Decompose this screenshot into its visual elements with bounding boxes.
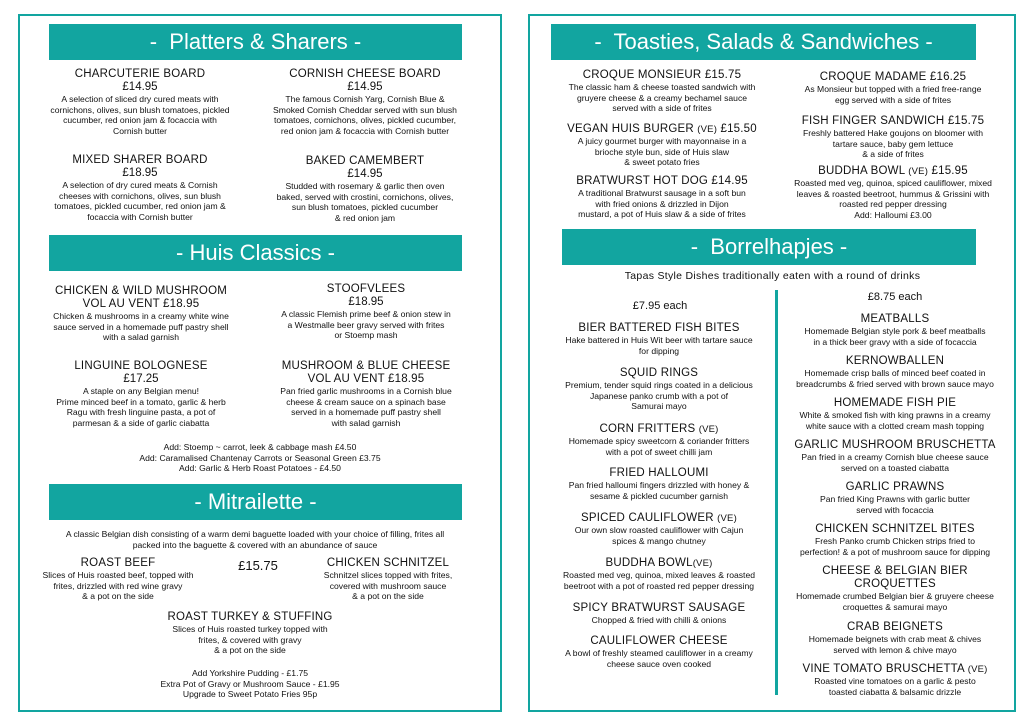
item-desc-line: Homemade Belgian style pork & beef meatballs bbox=[804, 326, 986, 336]
tapas-item-garlic-prawns bbox=[779, 481, 1011, 515]
item-desc-line: & a side of frites bbox=[862, 149, 924, 160]
item-name-line2: CROQUETTES bbox=[854, 578, 936, 590]
mitrailette-price: £15.75 bbox=[238, 558, 278, 573]
item-desc-line: toasted ciabatta & balsamic drizzle bbox=[828, 686, 962, 697]
item-desc-line: Pan fried in a creamy Cornish blue cheese sauce bbox=[801, 452, 989, 462]
item-price: £14.95 bbox=[347, 81, 383, 93]
item-name bbox=[545, 557, 773, 570]
item-name: CAULIFLOWER CHEESE bbox=[590, 635, 728, 647]
item-desc-line: focaccia with Cornish butter bbox=[87, 211, 193, 222]
item-desc-line: cheese & cream sauce on a spinach base bbox=[286, 396, 446, 407]
item-desc-line: Homemade spicy sweetcorn & coriander fritters bbox=[568, 436, 750, 446]
tapas-item-meatballs bbox=[779, 313, 1011, 347]
tapas-item-buddha-bowl bbox=[545, 557, 773, 591]
item-price: £17.25 bbox=[123, 373, 159, 385]
item-desc-line: A bowl of freshly steamed cauliflower in a creamy bbox=[565, 648, 753, 658]
add-on-line: Add: Caramalised Chantenay Carrots or Seasonal Green £3.75 bbox=[139, 452, 381, 463]
tapas-item-crab-beignets bbox=[779, 621, 1011, 655]
item-name: HOMEMADE FISH PIE bbox=[833, 397, 957, 409]
vegan-badge: (VE) bbox=[717, 513, 737, 524]
item-desc-line: Roasted med veg, quinoa, mixed leaves & roasted bbox=[562, 570, 756, 580]
item-desc-line: Cornish butter bbox=[113, 125, 167, 136]
add-on-line: Add Yorkshire Pudding - £1.75 bbox=[191, 668, 309, 678]
item-desc-line: & red onion jam bbox=[334, 212, 396, 223]
item-desc-line: & a pot on the side bbox=[82, 591, 154, 602]
item-price: £14.95 bbox=[122, 81, 158, 93]
item-desc-line: Slices of Huis roasted beef, topped with bbox=[42, 570, 194, 580]
item-desc-line: Samurai mayo bbox=[631, 401, 687, 412]
item-desc-line: Ragu with fresh linguine pasta, a pot of bbox=[66, 407, 216, 418]
item-desc-line: sesame & pickled cucumber garnish bbox=[589, 490, 729, 501]
item-desc-line: perfection! & a pot of mushroom sauce for dipping bbox=[799, 546, 991, 557]
vegan-badge: (VE) bbox=[967, 664, 988, 675]
menu-item-baked-camembert bbox=[255, 155, 475, 223]
vegan-badge: (VE) bbox=[908, 166, 929, 177]
tapas-item-vine-tomato-bruschetta bbox=[779, 663, 1011, 697]
tapas-item-bratwurst-sausage bbox=[545, 602, 773, 626]
item-desc-line: tomatoes, cornichons, olives, pickled cucumber, bbox=[274, 115, 456, 126]
item-desc-line: Chopped & fried with chilli & onions bbox=[591, 615, 727, 625]
item-desc-line: & sweet potato fries bbox=[624, 157, 700, 168]
item-desc-line: sauce served in a homemade puff pastry shell bbox=[53, 321, 229, 332]
item-desc-line: Chicken & mushrooms in a creamy white wine bbox=[53, 311, 229, 321]
item-name: LINGUINE BOLOGNESE bbox=[74, 360, 208, 372]
item-name: CROQUE MONSIEUR £15.75 bbox=[582, 69, 742, 81]
menu-item-vegan-huis-burger bbox=[548, 123, 776, 168]
tapas-item-fish-pie bbox=[779, 397, 1011, 431]
item-desc-line: Fresh Panko crumb Chicken strips fried to bbox=[815, 536, 975, 546]
item-name: GARLIC MUSHROOM BRUSCHETTA bbox=[794, 439, 996, 451]
menu-item-chicken-schnitzel bbox=[302, 557, 474, 602]
item-desc-line: cheese sauce oven cooked bbox=[606, 658, 712, 669]
mitrailette-intro bbox=[30, 529, 480, 550]
tapas-item-fried-halloumi bbox=[545, 467, 773, 501]
add-on-line: Extra Pot of Gravy or Mushroom Sauce - £1.95 bbox=[160, 678, 340, 689]
item-desc-line: Premium, tender squid rings coated in a delicious bbox=[565, 380, 753, 390]
item-desc-line: parmesan & a side of garlic ciabatta bbox=[72, 417, 210, 428]
item-desc-line: & a pot on the side bbox=[214, 645, 286, 656]
item-desc-line: with a salad garnish bbox=[103, 332, 179, 343]
item-desc-line: A juicy gourmet burger with mayonnaise in a bbox=[577, 136, 747, 146]
tapas-item-cheese-croquettes bbox=[779, 565, 1011, 612]
item-name-text: BUDDHA BOWL bbox=[605, 557, 693, 569]
item-desc-line: baked, served with crostini, cornichons, olives, bbox=[276, 191, 454, 202]
item-desc-line: Homemade beignets with crab meat & chives bbox=[808, 634, 982, 644]
item-name-text: BUDDHA BOWL bbox=[818, 165, 905, 177]
item-desc-line: A selection of sliced dry cured meats with bbox=[61, 94, 219, 104]
item-name: CHICKEN SCHNITZEL bbox=[326, 557, 450, 569]
item-price: £18.95 bbox=[348, 296, 384, 308]
item-desc-line: frites, & covered with gravy bbox=[198, 634, 302, 645]
borrelhapjes-banner: - Borrelhapjes - bbox=[562, 229, 976, 265]
menu-item-buddha-bowl-main bbox=[776, 165, 1010, 220]
item-desc-line: with a pot of sweet chilli jam bbox=[605, 446, 713, 457]
item-desc-line: Hake battered in Huis Wit beer with tartare sauce bbox=[565, 335, 753, 345]
tapas-item-kernowballen bbox=[779, 355, 1011, 389]
classics-add-ons bbox=[100, 442, 420, 474]
item-desc-line: served with a side of frites bbox=[612, 103, 712, 114]
menu-item-linguine-bolognese bbox=[30, 360, 252, 428]
item-desc-line: A classic Flemish prime beef & onion stew in bbox=[281, 309, 451, 319]
item-name bbox=[779, 663, 1011, 676]
item-desc-line: frites, drizzled with red wine gravy bbox=[53, 580, 183, 591]
item-name bbox=[545, 423, 773, 436]
item-name: FISH FINGER SANDWICH £15.75 bbox=[801, 115, 985, 127]
item-name bbox=[776, 165, 1010, 178]
menu-item-mixed-sharer-board bbox=[30, 154, 250, 222]
item-desc-line: beetroot with a pot of roasted red pepper dressing bbox=[563, 580, 755, 591]
item-desc-line: Our own slow roasted cauliflower with Cajun bbox=[574, 525, 744, 535]
platters-banner: - Platters & Sharers - bbox=[49, 24, 462, 60]
menu-item-croque-madame bbox=[776, 71, 1010, 105]
item-name bbox=[548, 123, 776, 136]
item-name: CROQUE MADAME £16.25 bbox=[819, 71, 967, 83]
item-name: CHICKEN SCHNITZEL BITES bbox=[815, 523, 975, 535]
toasties-banner: - Toasties, Salads & Sandwiches - bbox=[551, 24, 976, 60]
intro-line: A classic Belgian dish consisting of a warm demi baguette loaded with your choice of filling, frites all bbox=[65, 529, 445, 539]
item-desc-line: Pan fried King Prawns with garlic butter bbox=[820, 494, 970, 504]
item-desc-line: & a pot on the side bbox=[352, 591, 424, 602]
item-name: SPICY BRATWURST SAUSAGE bbox=[572, 602, 746, 614]
item-desc-line: in a thick beer gravy with a side of focaccia bbox=[813, 336, 977, 347]
tapas-item-corn-fritters bbox=[545, 423, 773, 457]
menu-item-croque-monsieur bbox=[548, 69, 776, 114]
item-name: FRIED HALLOUMI bbox=[609, 467, 709, 479]
tapas-item-squid-rings bbox=[545, 367, 773, 412]
item-name-text: CORN FRITTERS bbox=[599, 423, 696, 435]
item-desc-line: served on a toasted ciabatta bbox=[841, 462, 949, 473]
item-desc-line: covered with mushroom sauce bbox=[329, 580, 447, 591]
item-desc-line: Freshly battered Hake goujons on bloomer with bbox=[802, 128, 984, 138]
column1-price: £7.95 each bbox=[632, 300, 688, 312]
borrelhapjes-subtitle: Tapas Style Dishes traditionally eaten with a round of drinks bbox=[624, 270, 921, 282]
item-name-line2: VOL AU VENT £18.95 bbox=[307, 373, 425, 385]
item-price: £14.95 bbox=[347, 168, 383, 180]
item-price: £15.95 bbox=[931, 165, 968, 177]
item-desc-line: croquettes & samurai mayo bbox=[842, 601, 948, 612]
item-name: MIXED SHARER BOARD bbox=[72, 154, 208, 166]
add-on-line: Add: Garlic & Herb Roast Potatoes - £4.50 bbox=[179, 463, 341, 474]
item-desc-line: The famous Cornish Yarg, Cornish Blue & bbox=[285, 94, 445, 104]
tapas-item-garlic-mushroom-bruschetta bbox=[779, 439, 1011, 473]
item-name: CHICKEN & WILD MUSHROOM bbox=[55, 285, 227, 297]
item-desc-line: with fried onions & drizzled in Dijon bbox=[595, 198, 729, 209]
item-desc-line: Homemade crisp balls of minced beef coated in bbox=[804, 368, 986, 378]
menu-item-charcuterie-board bbox=[30, 68, 250, 136]
tapas-item-cauliflower-cheese bbox=[545, 635, 773, 669]
item-name: GARLIC PRAWNS bbox=[845, 481, 945, 493]
item-name: STOOFVLEES bbox=[326, 283, 406, 295]
item-desc-line: Roasted med veg, quinoa, spiced cauliflower, mixed bbox=[794, 178, 992, 188]
tapas-item-fish-bites bbox=[545, 322, 773, 356]
item-desc-line: Homemade crumbed Belgian bier & gruyere cheese bbox=[796, 591, 994, 601]
item-desc-line: Studded with rosemary & garlic then oven bbox=[285, 181, 445, 191]
mitrailette-banner: - Mitrailette - bbox=[49, 484, 462, 520]
item-desc-line: A selection of dry cured meats & Cornish bbox=[62, 180, 218, 190]
item-name-line2: VOL AU VENT £18.95 bbox=[82, 298, 200, 310]
tapas-item-chicken-schnitzel-bites bbox=[779, 523, 1011, 557]
item-name bbox=[545, 512, 773, 525]
item-desc-line: Pan fried halloumi fingers drizzled with honey & bbox=[568, 480, 750, 490]
menu-item-roast-beef bbox=[28, 557, 208, 602]
item-desc-line: egg served with a side of frites bbox=[834, 94, 952, 105]
intro-line: packed into the baguette & covered with an abundance of sauce bbox=[132, 539, 378, 550]
item-desc-line: white sauce with a clotted cream mash topping bbox=[805, 420, 985, 431]
menu-item-stoofvlees bbox=[255, 283, 477, 341]
item-desc-line: tartare sauce, baby gem lettuce bbox=[832, 138, 954, 149]
item-desc-line: cornichons, olives, sun blush tomatoes, pickled bbox=[50, 104, 230, 115]
item-desc-line: tomatoes, pickled cucumber, red onion jam & bbox=[54, 201, 226, 212]
menu-item-cornish-cheese-board bbox=[255, 68, 475, 136]
item-desc-line: Add: Halloumi £3.00 bbox=[854, 209, 932, 220]
item-name: CHARCUTERIE BOARD bbox=[74, 68, 206, 80]
item-name: MUSHROOM & BLUE CHEESE bbox=[281, 360, 451, 372]
column-divider bbox=[775, 290, 778, 695]
column2-price: £8.75 each bbox=[867, 291, 923, 303]
item-desc-line: Japanese panko crumb with a pot of bbox=[589, 390, 729, 401]
item-desc-line: Smoked Cornish Cheddar served with sun blush bbox=[273, 104, 457, 115]
item-desc-line: Prime minced beef in a tomato, garlic & herb bbox=[56, 396, 226, 407]
item-name-text: SPICED CAULIFLOWER bbox=[581, 512, 714, 524]
item-desc-line: Roasted vine tomatoes on a garlic & pesto bbox=[814, 676, 976, 686]
item-desc-line: Schnitzel slices topped with frites, bbox=[323, 570, 453, 580]
item-desc-line: gruyere cheese & a creamy bechamel sauce bbox=[576, 92, 748, 103]
item-name: CRAB BEIGNETS bbox=[847, 621, 943, 633]
item-desc-line: Slices of Huis roasted turkey topped with bbox=[172, 624, 328, 634]
item-desc-line: red onion jam & focaccia with Cornish butter bbox=[280, 125, 450, 136]
item-name: MEATBALLS bbox=[860, 313, 930, 325]
vegan-badge: (VE) bbox=[698, 424, 719, 435]
item-name: BRATWURST HOT DOG £14.95 bbox=[576, 175, 748, 187]
item-desc-line: or Stoemp mash bbox=[334, 330, 398, 341]
item-name: BAKED CAMEMBERT bbox=[305, 155, 425, 167]
item-desc-line: served in a homemade puff pastry shell bbox=[291, 407, 441, 418]
item-desc-line: A traditional Bratwurst sausage in a soft bun bbox=[578, 188, 746, 198]
item-desc-line: for dipping bbox=[638, 345, 680, 356]
item-name: SQUID RINGS bbox=[619, 367, 699, 379]
item-desc-line: brioche style bun, side of Huis slaw bbox=[594, 146, 730, 157]
item-desc-line: As Monsieur but topped with a fried free-range bbox=[804, 84, 982, 94]
item-desc-line: mustard, a pot of Huis slaw & a side of frites bbox=[578, 209, 746, 220]
item-name: KERNOWBALLEN bbox=[845, 355, 945, 367]
menu-item-roast-turkey bbox=[150, 611, 350, 656]
item-name-text: VEGAN HUIS BURGER bbox=[567, 123, 694, 135]
item-price: £15.50 bbox=[720, 123, 757, 135]
item-desc-line: spices & mango chutney bbox=[612, 535, 706, 546]
add-on-line: Upgrade to Sweet Potato Fries 95p bbox=[182, 689, 318, 700]
item-name-text: VINE TOMATO BRUSCHETTA bbox=[802, 663, 965, 675]
item-desc-line: leaves & roasted beetroot, hummus & Grissini with bbox=[796, 188, 990, 199]
vegan-badge: (VE) bbox=[697, 124, 718, 135]
item-desc-line: served with lemon & chive mayo bbox=[833, 644, 957, 655]
menu-item-fish-finger-sandwich bbox=[776, 115, 1010, 160]
item-name: ROAST BEEF bbox=[80, 557, 156, 569]
huis-classics-banner: - Huis Classics - bbox=[49, 235, 462, 271]
item-desc-line: cheeses with cornichons, olives, sun blush bbox=[59, 190, 221, 201]
item-desc-line: The classic ham & cheese toasted sandwich with bbox=[568, 82, 756, 92]
item-desc-line: sun blush tomatoes, pickled cucumber bbox=[291, 202, 439, 213]
add-on-line: Add: Stoemp ~ carrot, leek & cabbage mash £4.50 bbox=[163, 442, 357, 452]
tapas-item-spiced-cauliflower bbox=[545, 512, 773, 546]
item-price: £18.95 bbox=[122, 167, 158, 179]
item-name: CHEESE & BELGIAN BIER bbox=[822, 565, 968, 577]
menu-item-chicken-vol-au-vent bbox=[30, 285, 252, 343]
item-desc-line: with salad garnish bbox=[331, 417, 401, 428]
menu-item-bratwurst-hot-dog bbox=[548, 175, 776, 220]
item-desc-line: Pan fried garlic mushrooms in a Cornish blue bbox=[280, 386, 452, 396]
item-desc-line: White & smoked fish with king prawns in a creamy bbox=[799, 410, 991, 420]
item-desc-line: cucumber, red onion jam & focaccia with bbox=[63, 115, 217, 126]
item-desc-line: A staple on any Belgian menu! bbox=[82, 386, 200, 396]
item-desc-line: roasted red pepper dressing bbox=[839, 199, 947, 210]
item-name: BIER BATTERED FISH BITES bbox=[578, 322, 740, 334]
item-desc-line: a Westmalle beer gravy served with frites bbox=[287, 319, 445, 330]
item-name: CORNISH CHEESE BOARD bbox=[289, 68, 441, 80]
menu-item-mushroom-vol-au-vent bbox=[255, 360, 477, 428]
item-name: ROAST TURKEY & STUFFING bbox=[167, 611, 333, 623]
vegan-badge: (VE) bbox=[692, 558, 713, 569]
item-desc-line: served with focaccia bbox=[856, 504, 934, 515]
item-desc-line: breadcrumbs & fried served with brown sauce mayo bbox=[796, 378, 994, 389]
mitrailette-add-ons bbox=[120, 668, 380, 700]
